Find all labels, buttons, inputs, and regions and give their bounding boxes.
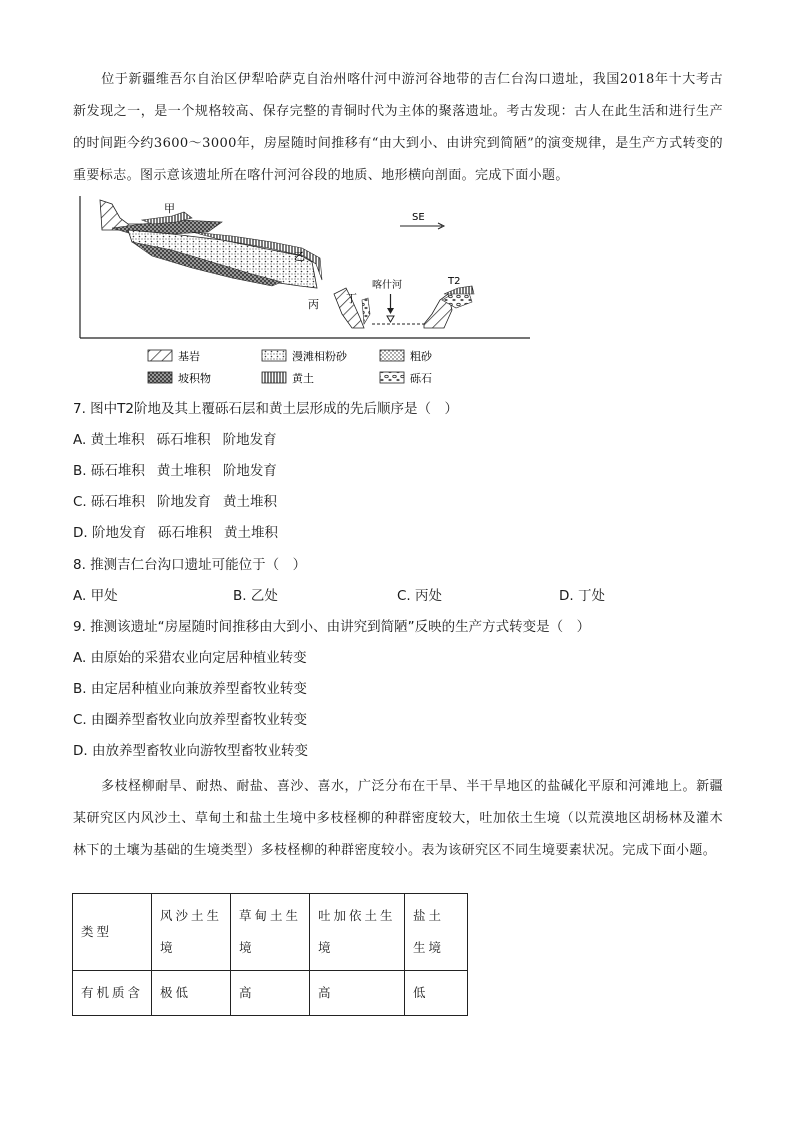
label-yi: 乙 [294, 250, 305, 263]
direction-label: SE [412, 212, 425, 223]
question-9-stem: 9. 推测该遗址“房屋随时间推移由大到小、由讲究到简陋”反映的生产方式转变是（ ） [73, 619, 591, 635]
label-bing: 丙 [308, 298, 319, 311]
table-cell: 低 [405, 971, 468, 1016]
question-8-option-b[interactable]: B. 乙处 [233, 588, 278, 604]
legend-label-gravel: 砾石 [410, 372, 432, 385]
table-cell: 高 [231, 971, 310, 1016]
label-jia: 甲 [164, 202, 175, 215]
question-8-option-c[interactable]: C. 丙处 [397, 588, 443, 604]
terrace-label: T2 [448, 276, 461, 287]
question-7-option-a[interactable]: A. 黄土堆积 砾石堆积 阶地发育 [73, 432, 277, 448]
intro-paragraph: 位于新疆维吾尔自治区伊犁哈萨克自治州喀什河中游河谷地带的吉仁台沟口遗址，我国2018年十大考古新发现之一，是一个规格较高、保存完整的青铜时代为主体的聚落遗址。考古发现：古人在此生活和进行生产的时间距今约3600～3000年，房屋随时间推移有“由大到小、由讲究到简陋”的演变规律，是生产方式转变的重要标志。图示意该遗址所在喀什河河谷段的地质、地形横向剖面。完成下面小题。 [73, 72, 723, 183]
question-7-option-c[interactable]: C. 砾石堆积 阶地发育 黄土堆积 [73, 494, 278, 510]
table-header-cell: 风沙土生境 [152, 894, 231, 971]
legend-swatch-silt [262, 350, 286, 361]
legend [148, 349, 433, 385]
second-paragraph: 多枝柽柳耐旱、耐热、耐盐、喜沙、喜水，广泛分布在干旱、半干旱地区的盐碱化平原和河滩地上。新疆某研究区内风沙土、草甸土和盐土生境中多枝柽柳的种群密度较大，吐加依土生境（以荒漠地区胡杨林及灌木林下的土壤为基础的生境类型）多枝柽柳的种群密度较小。表为该研究区不同生境要素状况。完成下面小题。 [73, 779, 723, 858]
table-header-cell: 盐土生境 [405, 894, 468, 971]
question-8-option-a[interactable]: A. 甲处 [73, 588, 118, 604]
table-header-cell: 类型 [73, 894, 152, 971]
table-cell: 极低 [152, 971, 231, 1016]
question-8-stem: 8. 推测吉仁台沟口遗址可能位于（ ） [73, 557, 307, 573]
question-7-option-b[interactable]: B. 砾石堆积 黄土堆积 阶地发育 [73, 463, 277, 479]
legend-swatch-bedrock [148, 350, 172, 361]
question-7-stem: 7. 图中T2阶地及其上覆砾石层和黄土层形成的先后顺序是（ ） [73, 401, 459, 417]
legend-label-coarse-sand: 粗砂 [410, 350, 432, 363]
question-9-option-d[interactable]: D. 由放养型畜牧业向游牧型畜牧业转变 [73, 743, 308, 759]
question-9-option-a[interactable]: A. 由原始的采猎农业向定居种植业转变 [73, 650, 307, 666]
legend-label-colluvium: 坡积物 [178, 372, 211, 385]
legend-swatch-gravel [380, 372, 404, 383]
question-9-option-b[interactable]: B. 由定居种植业向兼放养型畜牧业转变 [73, 681, 307, 697]
table-header-cell: 吐加依土生境 [310, 894, 405, 971]
legend-swatch-colluvium [148, 372, 172, 383]
table-header-cell: 草甸土生境 [231, 894, 310, 971]
habitat-table [72, 893, 468, 1016]
water-level-triangle [387, 316, 394, 322]
table-cell: 高 [310, 971, 405, 1016]
legend-swatch-coarse-sand [380, 350, 404, 361]
river-label: 喀什河 [372, 280, 402, 291]
question-8-options [73, 586, 723, 606]
table-cell: 有机质含 [73, 971, 152, 1016]
label-ding: 丁 [346, 292, 357, 305]
question-9-option-c[interactable]: C. 由圈养型畜牧业向放养型畜牧业转变 [73, 712, 308, 728]
question-8-option-d[interactable]: D. 丁处 [559, 588, 605, 604]
legend-label-loess: 黄土 [292, 372, 314, 385]
legend-swatch-loess [262, 372, 286, 383]
table-header-row [73, 894, 468, 971]
geologic-cross-section-figure [72, 190, 542, 390]
legend-label-bedrock: 基岩 [178, 350, 200, 363]
question-7-option-d[interactable]: D. 阶地发育 砾石堆积 黄土堆积 [73, 525, 278, 541]
table-row [73, 971, 468, 1016]
legend-label-silt: 漫滩相粉砂 [292, 350, 347, 363]
